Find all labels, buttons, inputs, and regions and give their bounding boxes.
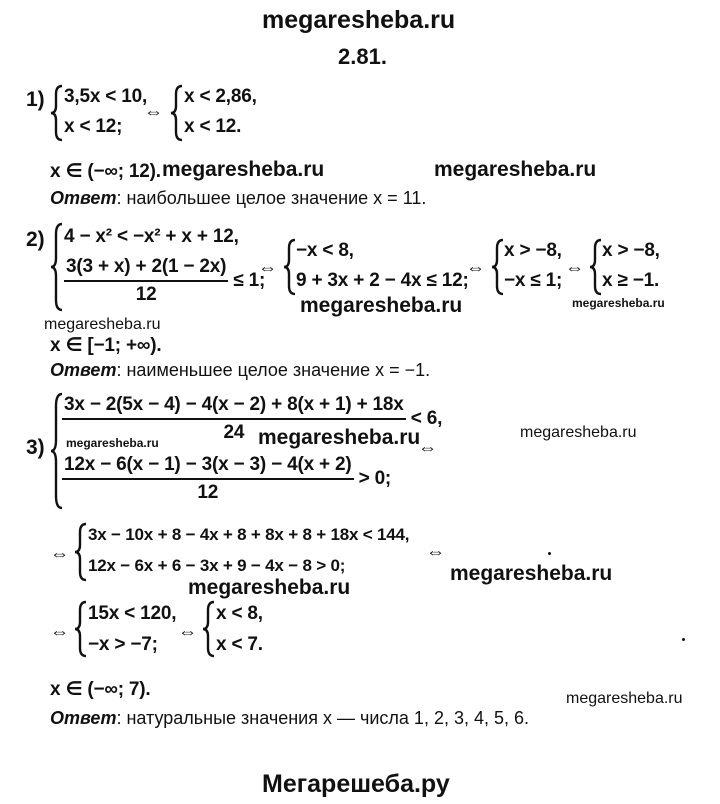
- part2-label: 2): [26, 228, 45, 251]
- part3-answer: [50, 708, 529, 729]
- part3-brace-3: [74, 600, 88, 658]
- part1-equiv: ⇔: [144, 102, 163, 123]
- part3-fraction-2: [62, 454, 354, 504]
- watermark-part2-small: megaresheba.ru: [572, 296, 665, 310]
- problem-number: 2.81.: [338, 44, 387, 69]
- part2-sys4-line1: x > −8,: [602, 240, 660, 261]
- speck-mark-2: [682, 638, 685, 641]
- part2-sys1-line2: [64, 256, 265, 306]
- part2-sys2-line1: −x < 8,: [296, 240, 354, 261]
- part3-answer-label: Ответ: [50, 708, 117, 728]
- part1-brace-2: [170, 84, 184, 142]
- part3-equiv-1: ⇔: [418, 438, 437, 459]
- watermark-part3-step2-center: megaresheba.ru: [188, 576, 351, 599]
- part1-answer: [50, 188, 426, 209]
- part1-brace-1: [50, 84, 64, 142]
- part3-frac2-numerator: 12x − 6(x − 1) − 3(x − 3) − 4(x + 2): [62, 454, 354, 480]
- part3-result: x ∈ (−∞; 7).: [50, 679, 151, 700]
- part2-sys2-line2: 9 + 3x + 2 − 4x ≤ 12;: [296, 270, 469, 291]
- part2-equiv-2: ⇔: [466, 258, 485, 279]
- part1-sys2-line1: x < 2,86,: [184, 86, 257, 107]
- watermark-part1-inline: megaresheba.ru: [162, 158, 325, 181]
- part3-frac1-numerator: 3x − 2(5x − 4) − 4(x − 2) + 8(x + 1) + 18x: [62, 394, 406, 420]
- watermark-part3-small-left: megaresheba.ru: [66, 436, 159, 450]
- part3-label: 3): [26, 436, 45, 459]
- part2-sys1-numerator: 3(3 + x) + 2(1 − 2x): [64, 256, 228, 282]
- part3-step3a-line1: 15x < 120,: [88, 603, 177, 624]
- part3-step2-line2: 12x − 6x + 6 − 3x + 9 − 4x − 8 > 0;: [88, 556, 346, 575]
- part1-sys1-line1: 3,5x < 10,: [64, 86, 148, 107]
- part3-frac2-denominator: 12: [197, 482, 219, 503]
- part2-brace-3: [491, 238, 505, 296]
- part3-answer-text: : натуральные значения x — числа 1, 2, 3, 4, 5, 6.: [116, 708, 530, 728]
- part2-sys1-denominator: 12: [135, 284, 157, 305]
- watermark-part3-right: megaresheba.ru: [520, 424, 637, 441]
- part3-frac2-tail: > 0;: [358, 468, 392, 490]
- part1-result: x ∈ (−∞; 12).: [50, 161, 161, 182]
- site-footer: Мегарешеба.ру: [262, 770, 450, 798]
- part2-answer-text: : наименьшее целое значение x = −1.: [116, 360, 431, 380]
- watermark-part2-left: megaresheba.ru: [44, 316, 161, 333]
- part1-label: 1): [26, 88, 45, 111]
- part3-step3b-line1: x < 8,: [216, 603, 263, 624]
- site-header: megaresheba.ru: [262, 6, 456, 34]
- part1-sys1-line2: x < 12;: [64, 116, 123, 137]
- part3-step3b-line2: x < 7.: [216, 634, 263, 655]
- watermark-part3-step2-right: megaresheba.ru: [450, 562, 613, 585]
- speck-mark: [548, 552, 551, 555]
- part3-line2: [62, 454, 391, 504]
- part3-frac1-tail: < 6,: [410, 408, 443, 430]
- part2-answer: [50, 360, 430, 381]
- part3-brace-2: [74, 522, 88, 582]
- part1-sys2-line2: x < 12.: [184, 116, 242, 137]
- part3-equiv-5: ⇔: [178, 622, 197, 643]
- part2-sys4-line2: x ≥ −1.: [602, 270, 660, 291]
- part2-sys1-tail: ≤ 1;: [233, 270, 266, 292]
- part2-sys3-line2: −x ≤ 1;: [504, 270, 563, 291]
- watermark-part1-right: megaresheba.ru: [434, 158, 597, 181]
- part3-equiv-4: ⇔: [50, 622, 69, 643]
- part3-equiv-3: ⇔: [426, 542, 445, 563]
- watermark-part3-bold: megaresheba.ru: [258, 426, 421, 449]
- part2-sys1-fraction: [64, 256, 228, 306]
- part3-frac1-denominator: 24: [223, 422, 245, 443]
- part3-equiv-2: ⇔: [50, 544, 69, 565]
- part1-answer-text: : наибольшее целое значение x = 11.: [116, 188, 427, 208]
- part2-brace-2: [283, 238, 297, 296]
- part2-sys3-line1: x > −8,: [504, 240, 562, 261]
- part3-brace-4: [202, 600, 216, 658]
- part3-step3a-line2: −x > −7;: [88, 634, 158, 655]
- watermark-part2-center: megaresheba.ru: [300, 294, 463, 317]
- part2-brace-1: [50, 222, 64, 312]
- watermark-part3-result-right: megaresheba.ru: [566, 690, 683, 707]
- part1-answer-label: Ответ: [50, 188, 117, 208]
- part2-answer-label: Ответ: [50, 360, 117, 380]
- part2-sys1-line1: 4 − x² < −x² + x + 12,: [64, 226, 239, 247]
- part3-step2-line1: 3x − 10x + 8 − 4x + 8 + 8x + 8 + 18x < 144,: [88, 525, 410, 544]
- part2-brace-4: [589, 238, 603, 296]
- part2-result: x ∈ [−1; +∞).: [50, 335, 162, 356]
- part2-equiv-1: ⇔: [258, 258, 277, 279]
- part2-equiv-3: ⇔: [565, 258, 584, 279]
